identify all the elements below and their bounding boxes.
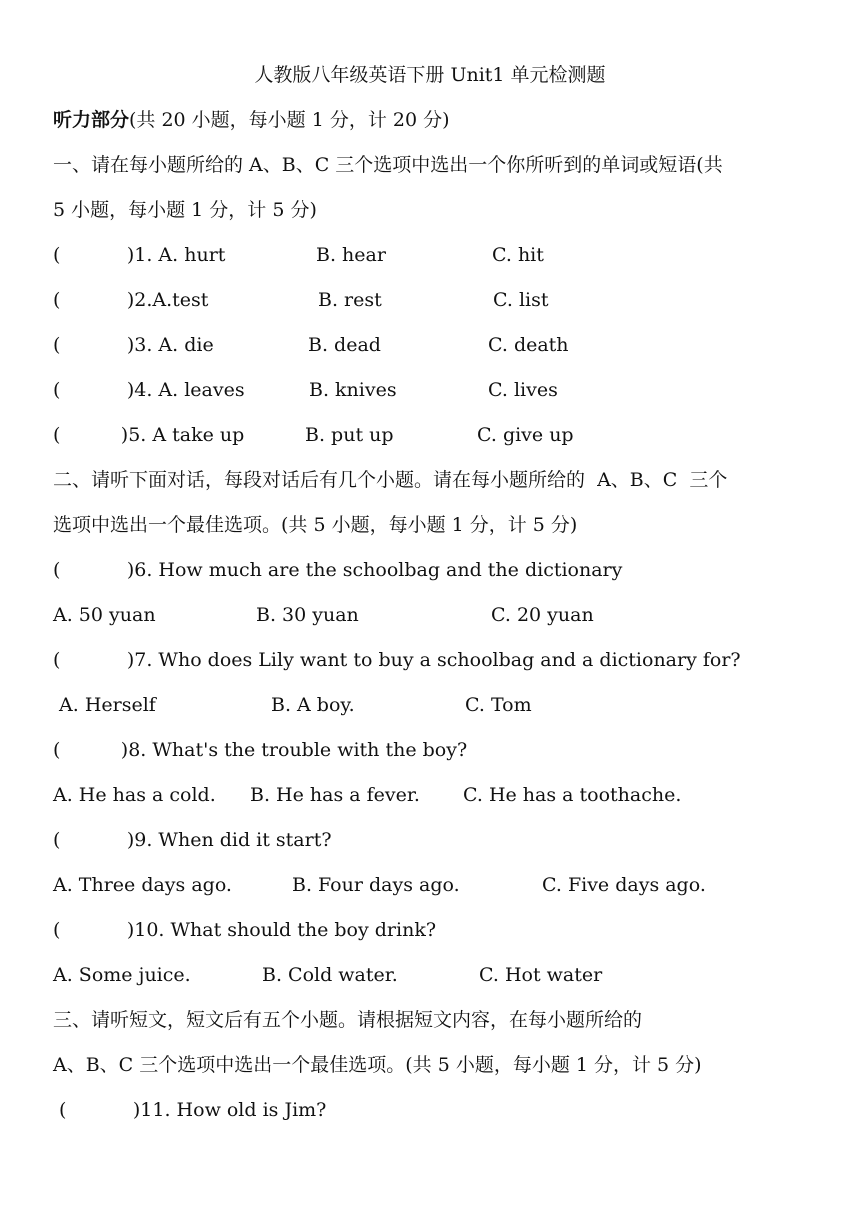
section1-instruction-line2: 5 小题，每小题 1 分，计 5 分)	[53, 199, 317, 221]
listening-header	[53, 107, 450, 133]
question-1-stem: ( )1. A. hurt	[53, 244, 226, 266]
question-7-option-b: B. A boy.	[271, 694, 355, 716]
section3-instruction-line1: 三、请听短文，短文后有五个小题。请根据短文内容，在每小题所给的	[53, 1009, 643, 1031]
section3-instruction-line2: A、B、C 三个选项中选出一个最佳选项。(共 5 小题，每小题 1 分，计 5 分)	[53, 1054, 702, 1076]
question-8-stem: ( )8. What's the trouble with the boy?	[53, 739, 468, 761]
question-7-option-c: C. Tom	[465, 694, 532, 716]
question-4-option-b: B. knives	[309, 379, 397, 401]
question-1-option-c: C. hit	[492, 244, 544, 266]
question-8-option-a: A. He has a cold.	[53, 784, 216, 806]
question-6-option-b: B. 30 yuan	[256, 604, 359, 626]
question-10-option-a: A. Some juice.	[53, 964, 191, 986]
listening-header-note: (共 20 小题，每小题 1 分，计 20 分)	[129, 109, 450, 131]
question-9-option-b: B. Four days ago.	[292, 874, 460, 896]
question-9-option-a: A. Three days ago.	[53, 874, 232, 896]
question-9-stem: ( )9. When did it start?	[53, 829, 332, 851]
question-3-option-b: B. dead	[308, 334, 381, 356]
question-2-stem: ( )2.A.test	[53, 289, 209, 311]
question-7-option-a: A. Herself	[53, 694, 156, 716]
section2-instruction-line1: 二、请听下面对话，每段对话后有几个小题。请在每小题所给的 A、B、C 三个	[53, 469, 728, 491]
question-3-option-c: C. death	[488, 334, 569, 356]
question-4-option-c: C. lives	[488, 379, 558, 401]
listening-header-label: 听力部分	[53, 109, 130, 131]
question-7-stem: ( )7. Who does Lily want to buy a schoolbag and a dictionary for?	[53, 649, 741, 671]
question-2-option-b: B. rest	[318, 289, 382, 311]
question-6-option-c: C. 20 yuan	[491, 604, 594, 626]
question-10-option-b: B. Cold water.	[262, 964, 398, 986]
question-5-option-c: C. give up	[477, 424, 574, 446]
question-5-stem: ( )5. A take up	[53, 424, 245, 446]
question-8-option-b: B. He has a fever.	[250, 784, 420, 806]
question-8-option-c: C. He has a toothache.	[463, 784, 682, 806]
question-5-option-b: B. put up	[305, 424, 394, 446]
section2-instruction-line2: 选项中选出一个最佳选项。(共 5 小题，每小题 1 分，计 5 分)	[53, 514, 578, 536]
question-6-stem: ( )6. How much are the schoolbag and the dictionary	[53, 559, 623, 581]
section1-instruction-line1: 一、请在每小题所给的 A、B、C 三个选项中选出一个你所听到的单词或短语(共	[53, 154, 723, 176]
question-10-option-c: C. Hot water	[479, 964, 603, 986]
question-4-stem: ( )4. A. leaves	[53, 379, 245, 401]
question-6-option-a: A. 50 yuan	[53, 604, 156, 626]
question-9-option-c: C. Five days ago.	[542, 874, 706, 896]
question-2-option-c: C. list	[493, 289, 549, 311]
question-1-option-b: B. hear	[316, 244, 386, 266]
question-11-stem: ( )11. How old is Jim?	[53, 1099, 327, 1121]
page-title: 人教版八年级英语下册 Unit1 单元检测题	[254, 64, 606, 86]
question-3-stem: ( )3. A. die	[53, 334, 214, 356]
question-10-stem: ( )10. What should the boy drink?	[53, 919, 437, 941]
